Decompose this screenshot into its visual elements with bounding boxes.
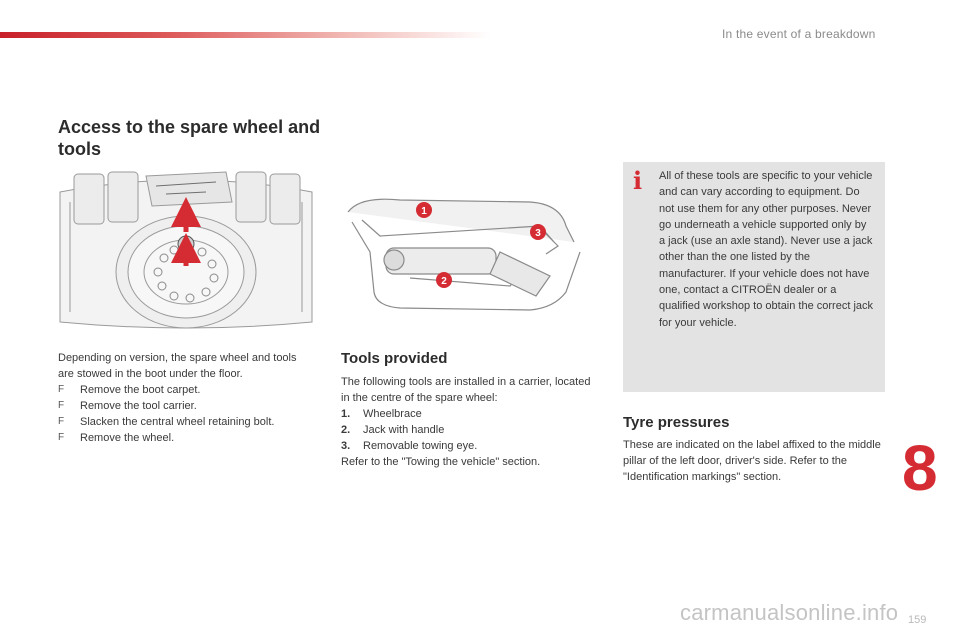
bullet-icon: F — [58, 400, 65, 411]
svg-text:2: 2 — [441, 276, 447, 287]
tyre-text: These are indicated on the label affixed to the middle pillar of the left door, driver's side. Refer to the "Identification markings" section. — [623, 439, 881, 483]
list-item: 3. Removable towing eye. — [341, 440, 478, 452]
tools-note: Refer to the "Towing the vehicle" section. — [341, 456, 541, 468]
svg-text:3: 3 — [535, 228, 541, 239]
tools-carrier-illustration — [340, 182, 592, 318]
tools-heading: Tools provided — [341, 350, 448, 367]
bullet-icon: F — [58, 384, 65, 395]
spare-wheel-steps — [58, 382, 308, 446]
callout-2 — [436, 272, 452, 288]
watermark: carmanualsonline.info — [680, 600, 899, 625]
section-heading: Access to the spare wheel and tools — [58, 117, 321, 159]
svg-text:1: 1 — [421, 206, 427, 217]
tools-intro: The following tools are installed in a carrier, located in the centre of the spare wheel: — [341, 376, 591, 404]
callout-1 — [416, 202, 432, 218]
spare-wheel-illustration — [56, 162, 316, 338]
info-icon: i — [633, 166, 643, 195]
tyre-heading: Tyre pressures — [623, 414, 730, 431]
list-item: F Remove the tool carrier. — [58, 400, 197, 412]
spare-wheel-instructions — [58, 350, 308, 446]
bullet-icon: F — [58, 432, 65, 443]
callout-3 — [530, 224, 546, 240]
page-number: 159 — [908, 614, 927, 626]
tools-list — [341, 406, 591, 454]
header-accent-bar — [0, 32, 490, 38]
spare-wheel-intro: Depending on version, the spare wheel and tools are stowed in the boot under the floor. — [58, 352, 297, 380]
bullet-icon: F — [58, 416, 65, 427]
list-item: F Slacken the central wheel retaining bolt. — [58, 416, 275, 428]
list-item: 1. Wheelbrace — [341, 408, 422, 420]
chapter-title: In the event of a breakdown — [722, 27, 876, 41]
info-box — [623, 162, 885, 392]
list-item: F Remove the boot carpet. — [58, 384, 201, 396]
tools-description — [341, 374, 591, 470]
chapter-number: 8 — [902, 432, 938, 504]
list-item: F Remove the wheel. — [58, 432, 175, 444]
list-item: 2. Jack with handle — [341, 424, 445, 436]
info-text: All of these tools are specific to your vehicle and can vary according to equipment. Do not use them for any other purposes. Never go underneath a vehicle supported only by a jack (use an axle stand). Never use a jack other than the one listed by the manufacturer. If your vehicle does not have one, contact a CITROËN dealer or a qualified workshop to obtain the correct jack for your vehicle. — [659, 170, 874, 329]
